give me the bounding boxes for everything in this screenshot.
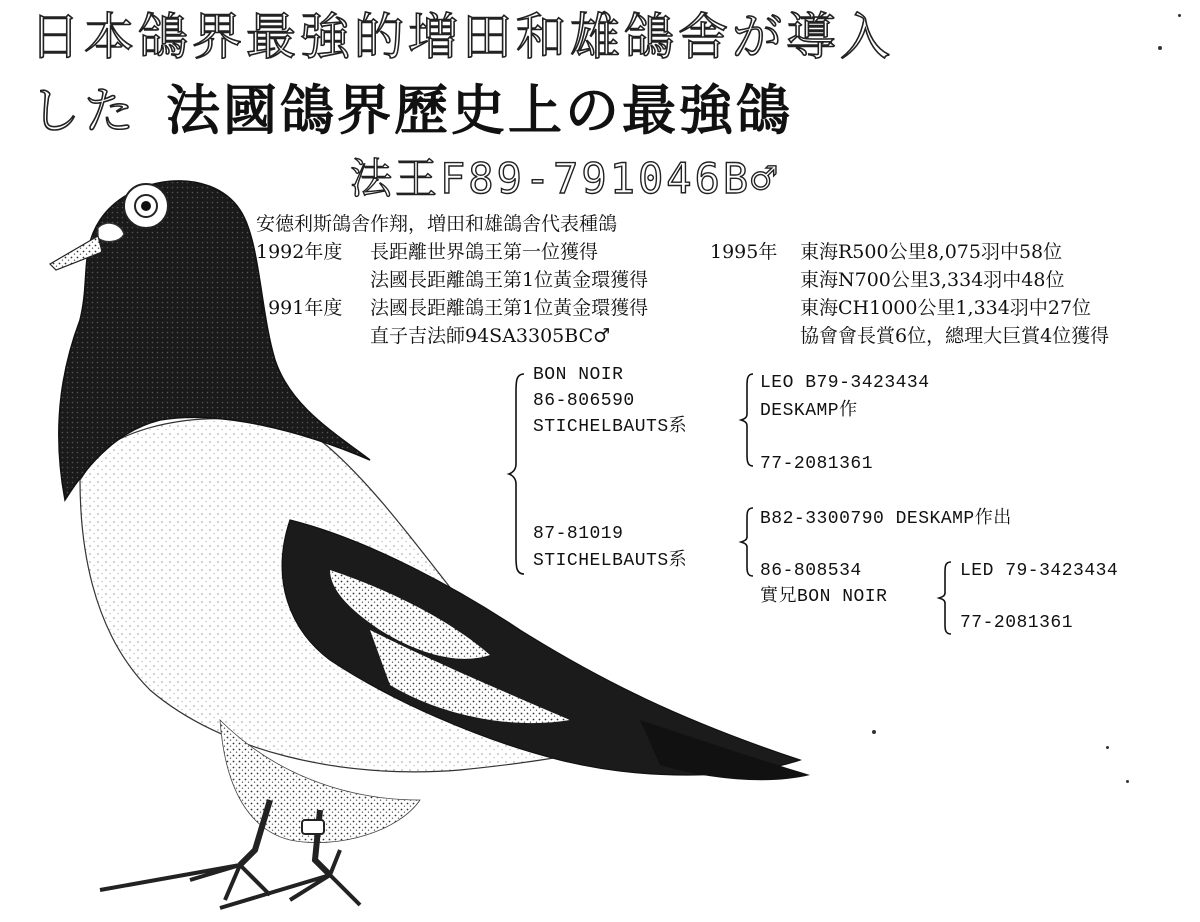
pedigree-dam-strain: STICHELBAUTS系 xyxy=(533,551,688,571)
record-1991: 法國長距離鴿王第1位黃金環獲得 xyxy=(370,297,649,319)
scan-speck xyxy=(1158,46,1162,50)
pedigree-sire-sire: LEO B79-3423434 xyxy=(760,373,930,393)
pedigree-brace-main xyxy=(508,372,528,576)
scan-speck xyxy=(1106,746,1109,749)
title-line-1: 日本鴿界最強的増田和雄鴿舎が導入 xyxy=(30,8,894,66)
pedigree-dam-dam-sire: LED 79-3423434 xyxy=(960,561,1119,581)
pedigree-sire-dam: 77-2081361 xyxy=(760,454,874,474)
pedigree-brace-dam xyxy=(740,506,756,578)
record-1992-a: 長距離世界鴿王第一位獲得 xyxy=(370,241,599,263)
record-1995-item: 東海CH1000公里1,334羽中27位 xyxy=(800,297,1092,319)
pedigree-dam-dam-ring: 86-808534 xyxy=(760,561,862,581)
pedigree-sire-breeder: DESKAMP作 xyxy=(760,401,858,421)
record-1992-b: 法國長距離鴿王第1位黃金環獲得 xyxy=(370,269,649,291)
intro-line: 安德利斯鴿舎作翔，増田和雄鴿舎代表種鴿 xyxy=(256,213,618,235)
record-1995-item: 東海R500公里8,075羽中58位 xyxy=(800,241,1063,263)
scan-speck xyxy=(1178,14,1181,17)
record-1995-item: 協會會長賞6位，總理大巨賞4位獲得 xyxy=(800,325,1110,347)
pedigree-sire-strain: STICHELBAUTS系 xyxy=(533,417,688,437)
pedigree-dam-sire: B82-3300790 DESKAMP作出 xyxy=(760,509,1012,529)
record-year-1992: 1992年度 xyxy=(256,241,343,263)
scan-speck xyxy=(872,730,876,734)
record-1995-item: 東海N700公里3,334羽中48位 xyxy=(800,269,1065,291)
record-year-1991: 1991年度 xyxy=(256,297,343,319)
record-year-1995: 1995年 xyxy=(710,241,778,263)
pedigree-sire-name: BON NOIR xyxy=(533,365,624,385)
scan-speck xyxy=(1126,780,1129,783)
pedigree-dam-dam-note: 實兄BON NOIR xyxy=(760,587,888,607)
pedigree-brace-sire xyxy=(740,372,756,468)
pedigree-sire-ring: 86-806590 xyxy=(533,391,635,411)
pedigree-dam-dam-dam: 77-2081361 xyxy=(960,613,1074,633)
title-line-2-prefix: した xyxy=(30,82,138,140)
pedigree-brace-dam-dam xyxy=(938,560,954,636)
ring-number: 法王F89-791046B♂ xyxy=(350,154,780,203)
pedigree-dam-ring: 87-81019 xyxy=(533,524,624,544)
title-line-2-main: 法國鴿界歷史上の最強鴿 xyxy=(166,79,793,142)
record-sibling: 直子吉法師94SA3305BC♂ xyxy=(370,325,611,347)
